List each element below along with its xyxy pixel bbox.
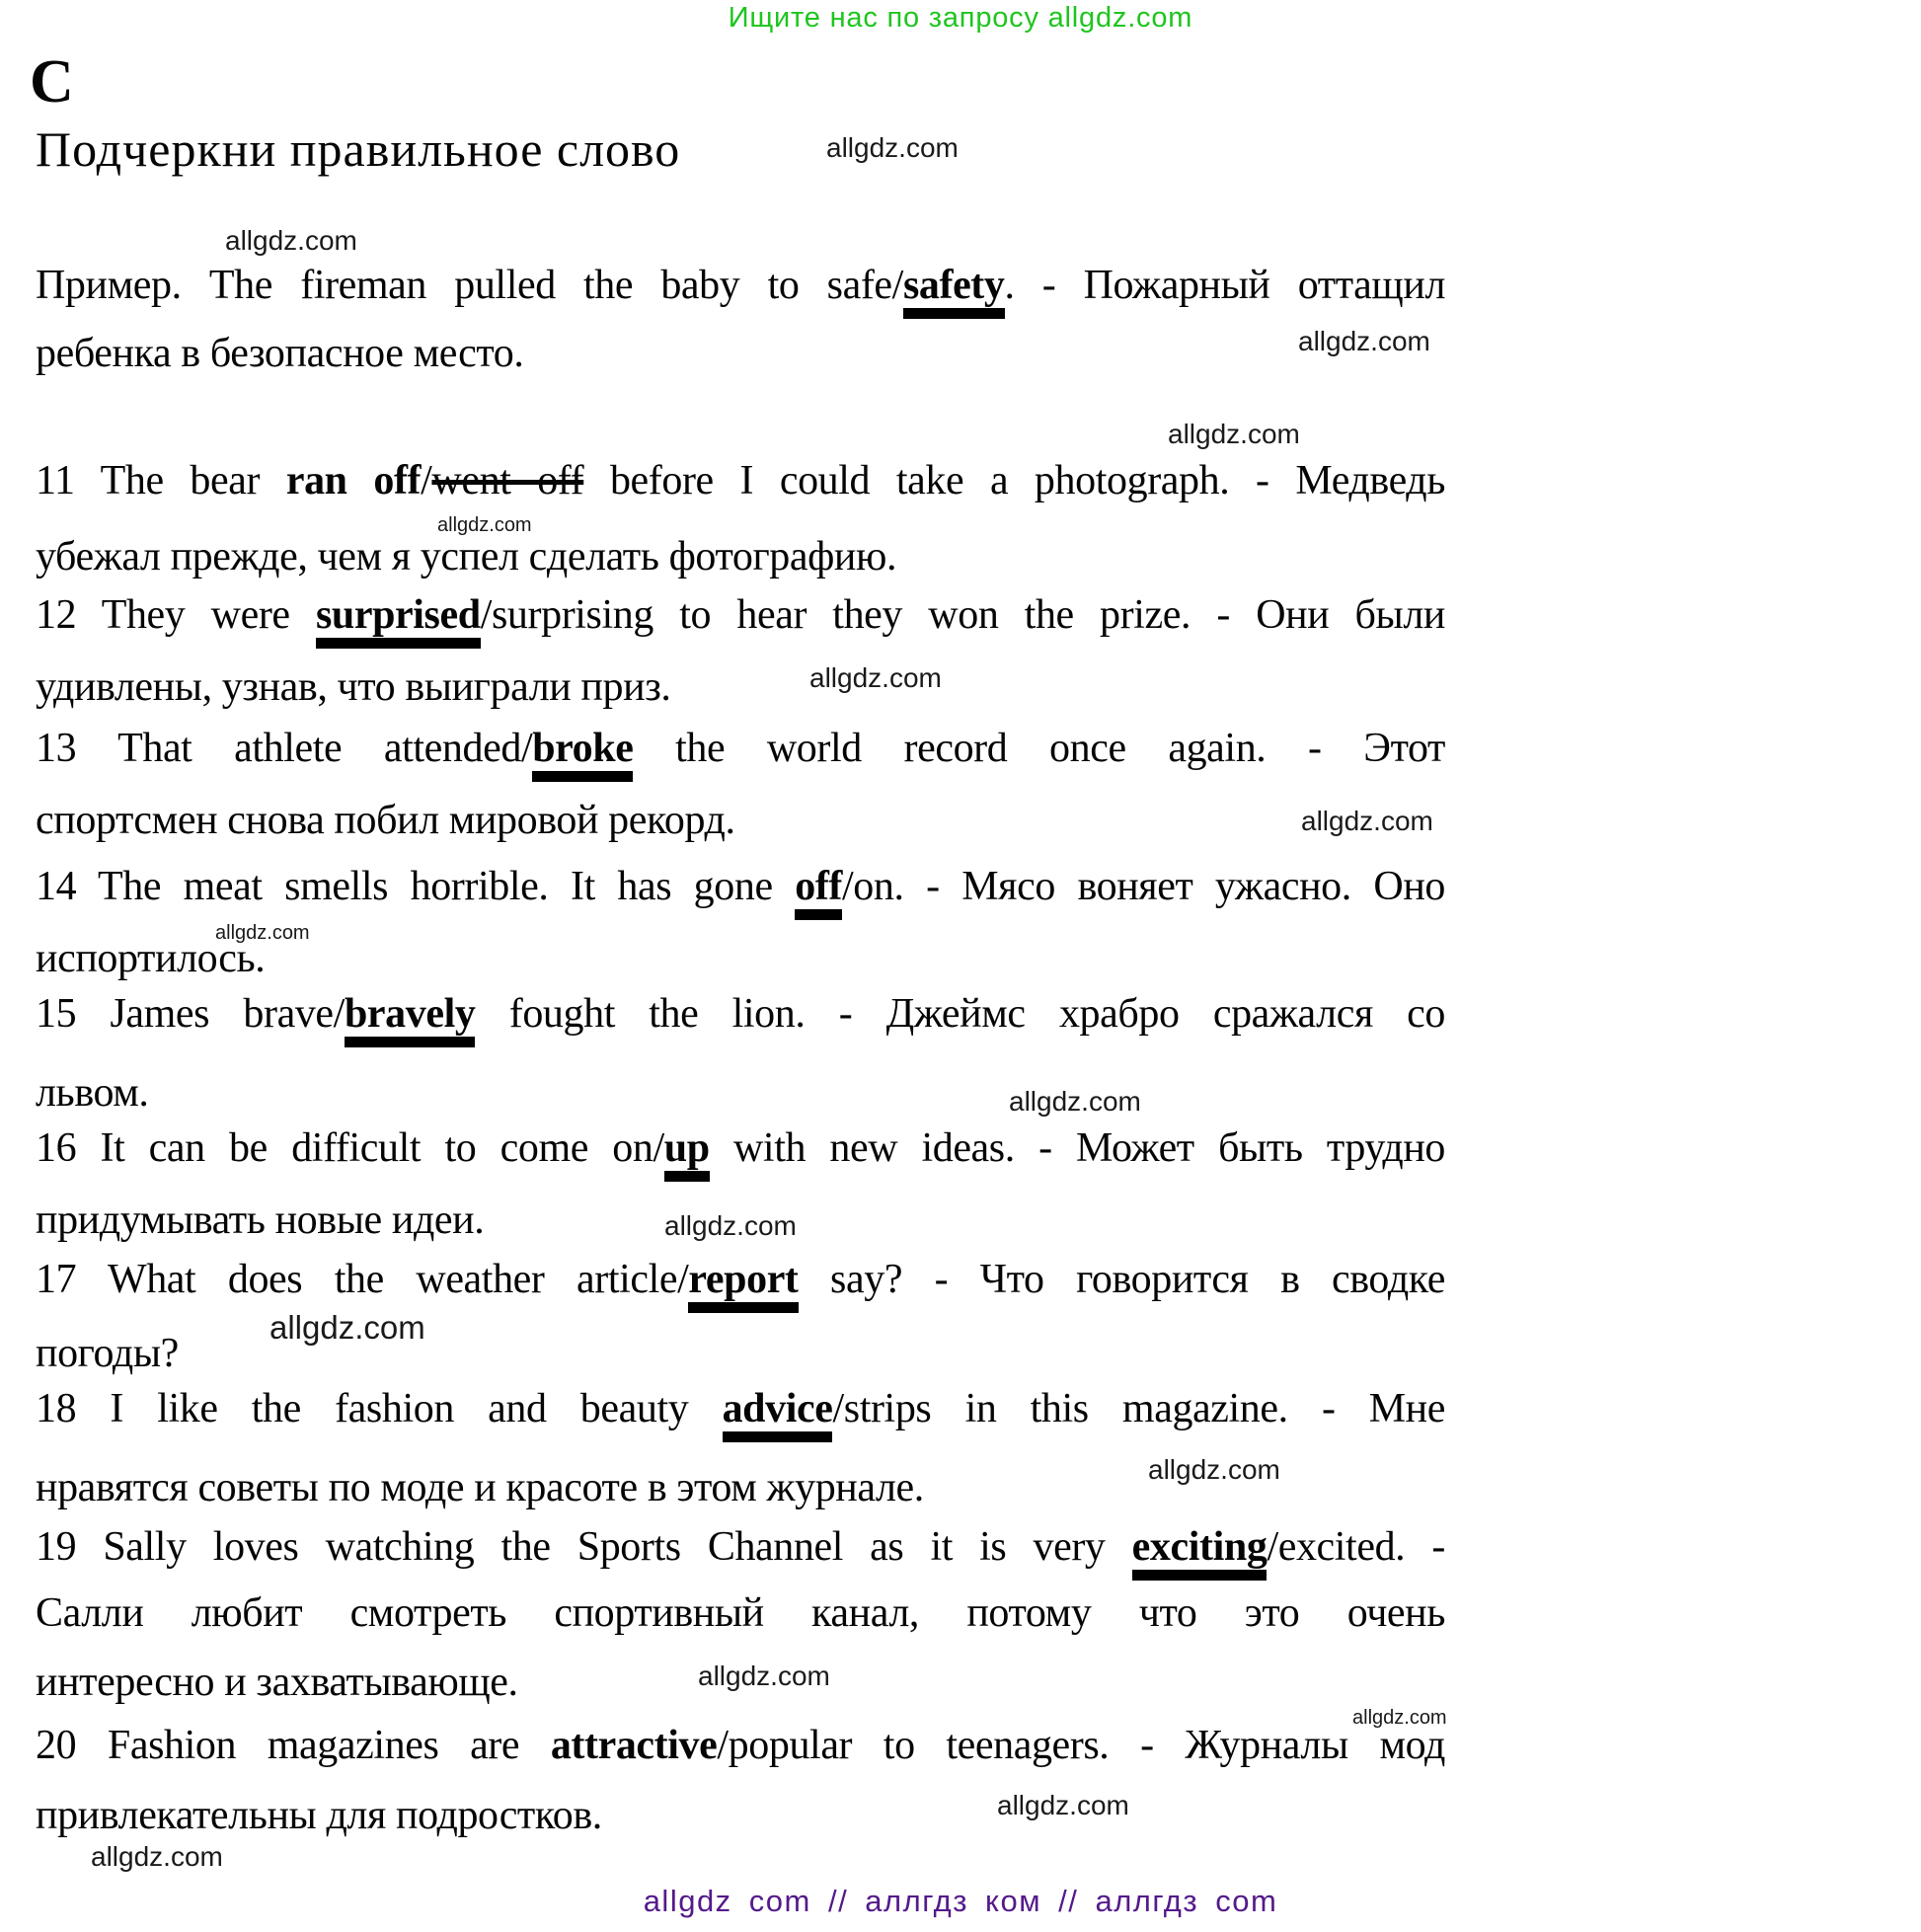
watermark: allgdz.com (664, 1210, 797, 1241)
text-segment: /excited. - (1267, 1524, 1445, 1570)
text-line (36, 661, 1445, 713)
text-segment: with new ideas. - Может быть трудно (709, 1125, 1445, 1171)
answer-word: ran off (285, 458, 422, 503)
text-segment: 15 James brave/ (36, 991, 345, 1037)
watermark: allgdz.com (809, 662, 942, 693)
text-line (36, 260, 1445, 311)
text-segment: испортилось. (36, 936, 266, 981)
text-segment: интересно и захватывающе. (36, 1660, 518, 1705)
text-line (36, 1067, 1445, 1119)
watermark: allgdz.com (1352, 1707, 1447, 1729)
text-segment: the world record once again. - Этот (633, 726, 1445, 771)
answer-word: surprised (316, 592, 481, 649)
text-line (36, 1587, 1445, 1639)
answer-word: attractive (550, 1723, 718, 1768)
watermark: allgdz.com (1168, 419, 1300, 449)
answer-word: bravely (345, 991, 476, 1047)
text-segment: 13 That athlete attended/ (36, 726, 533, 771)
answer-word: broke (532, 726, 633, 782)
text-line (36, 589, 1445, 641)
answer-word: off (795, 864, 842, 920)
text-line (36, 455, 1445, 506)
text-segment: привлекательны для подростков. (36, 1793, 602, 1838)
watermark: allgdz.com (91, 1841, 223, 1872)
text-segment: / (421, 458, 432, 503)
text-segment: 19 Sally loves watching the Sports Channel as it is very (36, 1524, 1132, 1570)
text-line (36, 988, 1445, 1040)
text-segment: 16 It can be difficult to come on/ (36, 1125, 664, 1171)
text-segment: убежал прежде, чем я успел сделать фотографию. (36, 534, 897, 580)
text-line (36, 531, 1445, 582)
text-line (36, 328, 1445, 379)
answer-word: advice (723, 1386, 833, 1442)
watermark: allgdz.com (437, 514, 532, 536)
text-line (36, 1521, 1445, 1573)
text-segment: 14 The meat smells horrible. It has gone (36, 864, 796, 909)
text-segment: 11 The bear (36, 458, 286, 503)
text-segment: львом. (36, 1070, 149, 1116)
text-line (36, 861, 1445, 912)
answer-word: up (664, 1125, 710, 1182)
text-segment: нравятся советы по моде и красоте в этом журнале. (36, 1465, 924, 1510)
text-segment: /strips in this magazine. - Мне (832, 1386, 1445, 1431)
text-line (36, 1720, 1445, 1771)
text-line (36, 1790, 1445, 1841)
watermark: allgdz.com (1009, 1086, 1141, 1117)
answer-word: safety (903, 263, 1005, 319)
answer-word: report (688, 1257, 798, 1313)
text-segment: /surprising to hear they won the prize. - Они были (480, 592, 1445, 638)
text-segment: /on. - Мясо воняет ужасно. Оно (842, 864, 1445, 909)
text-line (36, 1254, 1445, 1305)
watermark: allgdz.com (215, 922, 310, 944)
text-line (36, 1122, 1445, 1174)
watermark: allgdz.com (269, 1309, 425, 1346)
text-segment: before I could take a photograph. - Медведь (583, 458, 1446, 503)
text-segment: Салли любит смотреть спортивный канал, потому что это очень (36, 1590, 1445, 1636)
watermark: allgdz.com (698, 1661, 830, 1691)
text-segment: погоды? (36, 1331, 179, 1376)
section-letter: C (30, 48, 74, 116)
promo-banner: Ищите нас по запросу allgdz.com (728, 2, 1193, 34)
watermark: allgdz.com (1301, 806, 1433, 836)
text-segment: спортсмен снова побил мировой рекорд. (36, 798, 735, 843)
text-segment: удивлены, узнав, что выиграли приз. (36, 664, 671, 710)
text-line (36, 1328, 1445, 1379)
text-segment: ребенка в безопасное место. (36, 331, 524, 376)
text-line (36, 1383, 1445, 1434)
answer-word: exciting (1132, 1524, 1268, 1581)
watermark: allgdz.com (826, 132, 959, 163)
text-line (36, 723, 1445, 774)
text-segment: . - Пожарный оттащил (1004, 263, 1445, 308)
text-segment: придумывать новые идеи. (36, 1198, 485, 1243)
watermark: allgdz.com (1298, 326, 1430, 356)
text-segment: 12 They were (36, 592, 316, 638)
exercise-title: Подчеркни правильное слово (36, 121, 681, 177)
text-segment: 17 What does the weather article/ (36, 1257, 689, 1302)
footer-links: allgdz com // аллгдз ком // аллгдз com (643, 1884, 1278, 1918)
text-segment: 18 I like the fashion and beauty (36, 1386, 723, 1431)
text-line (36, 795, 1445, 846)
text-segment: Пример. The fireman pulled the baby to safe/ (36, 263, 903, 308)
rejected-word: went off (431, 458, 584, 503)
text-segment: fought the lion. - Джеймс храбро сражался со (475, 991, 1445, 1037)
text-segment: 20 Fashion magazines are (36, 1723, 551, 1768)
watermark: allgdz.com (225, 225, 357, 256)
text-segment: /popular to teenagers. - Журналы мод (717, 1723, 1445, 1768)
watermark: allgdz.com (997, 1790, 1129, 1820)
watermark: allgdz.com (1148, 1454, 1280, 1485)
text-segment: say? - Что говорится в сводке (798, 1257, 1445, 1302)
